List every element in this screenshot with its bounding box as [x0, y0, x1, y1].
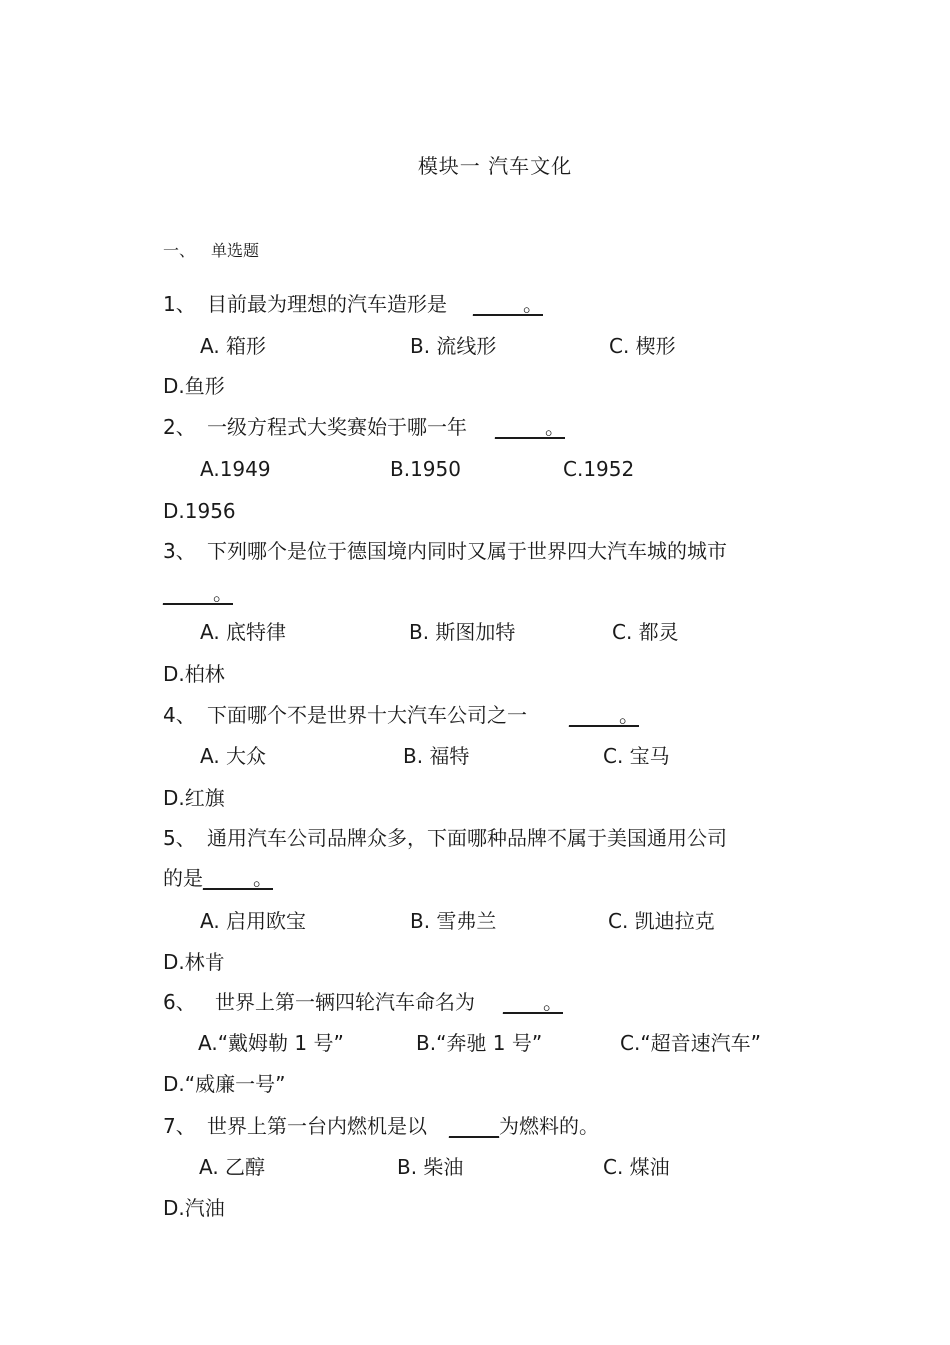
option-c: C. 楔形 [609, 334, 676, 358]
option-b: B.“奔驰 1 号” [416, 1031, 543, 1055]
option-a: A. 乙醇 [199, 1155, 266, 1179]
option-c: C.“超音速汽车” [620, 1031, 762, 1055]
option-d: D.1956 [163, 499, 236, 523]
question-text: 一级方程式大奖赛始于哪一年 [207, 415, 467, 439]
question-text: 通用汽车公司品牌众多，下面哪种品牌不属于美国通用公司 [207, 826, 727, 850]
question-text: 世界上第一辆四轮汽车命名为 [215, 990, 475, 1014]
question-text-continued: 的是 [163, 866, 203, 890]
answer-blank: _____。 [203, 866, 273, 890]
question-number: 7、 [163, 1114, 196, 1138]
question-text: 下面哪个不是世界十大汽车公司之一 [207, 703, 527, 727]
answer-blank: _____。 [569, 703, 639, 727]
option-c: C. 宝马 [603, 744, 670, 768]
option-a: A.“戴姆勒 1 号” [198, 1031, 344, 1055]
question-7 [163, 1114, 599, 1138]
section-label: 单选题 [211, 241, 260, 260]
option-b: B. 福特 [403, 744, 470, 768]
question-5 [163, 826, 727, 850]
question-5-continuation [163, 866, 273, 890]
option-a: A. 底特律 [200, 620, 287, 644]
option-d: D.汽油 [163, 1196, 225, 1220]
question-3-continuation [163, 581, 233, 605]
option-a: A. 大众 [200, 744, 267, 768]
question-number: 4、 [163, 703, 196, 727]
question-4 [163, 703, 639, 727]
question-2 [163, 415, 565, 439]
answer-blank: _____ [449, 1114, 499, 1138]
question-number: 3、 [163, 539, 196, 563]
question-6 [163, 990, 563, 1014]
question-number: 1、 [163, 292, 196, 316]
option-b: B. 雪弗兰 [410, 909, 497, 933]
option-a: A. 启用欧宝 [200, 909, 307, 933]
section-heading [163, 238, 259, 261]
option-d: D.红旗 [163, 786, 225, 810]
option-a: A.1949 [200, 457, 271, 481]
answer-blank: _____。 [163, 581, 233, 605]
question-text: 世界上第一台内燃机是以 [207, 1114, 427, 1138]
page-title: 模块一 汽车文化 [417, 154, 573, 178]
question-number: 5、 [163, 826, 196, 850]
question-number: 2、 [163, 415, 196, 439]
question-text-after: 为燃料的。 [499, 1114, 599, 1138]
option-b: B.1950 [390, 457, 461, 481]
question-number: 6、 [163, 990, 196, 1014]
option-b: B. 柴油 [397, 1155, 464, 1179]
answer-blank: ____。 [503, 990, 563, 1014]
option-c: C. 煤油 [603, 1155, 670, 1179]
option-a: A. 箱形 [200, 334, 267, 358]
option-d: D.林肯 [163, 950, 225, 974]
option-c: C. 凯迪拉克 [608, 909, 715, 933]
question-text: 目前最为理想的汽车造形是 [207, 292, 447, 316]
answer-blank: _____。 [495, 415, 565, 439]
question-1 [163, 292, 543, 316]
option-c: C. 都灵 [612, 620, 679, 644]
section-number: 一、 [163, 241, 196, 260]
option-b: B. 斯图加特 [409, 620, 516, 644]
option-b: B. 流线形 [410, 334, 497, 358]
option-d: D.鱼形 [163, 374, 225, 398]
question-text: 下列哪个是位于德国境内同时又属于世界四大汽车城的城市 [207, 539, 727, 563]
option-c: C.1952 [563, 457, 635, 481]
option-d: D.柏林 [163, 662, 225, 686]
option-d: D.“威廉一号” [163, 1072, 286, 1096]
question-3 [163, 539, 727, 563]
answer-blank: _____。 [473, 292, 543, 316]
